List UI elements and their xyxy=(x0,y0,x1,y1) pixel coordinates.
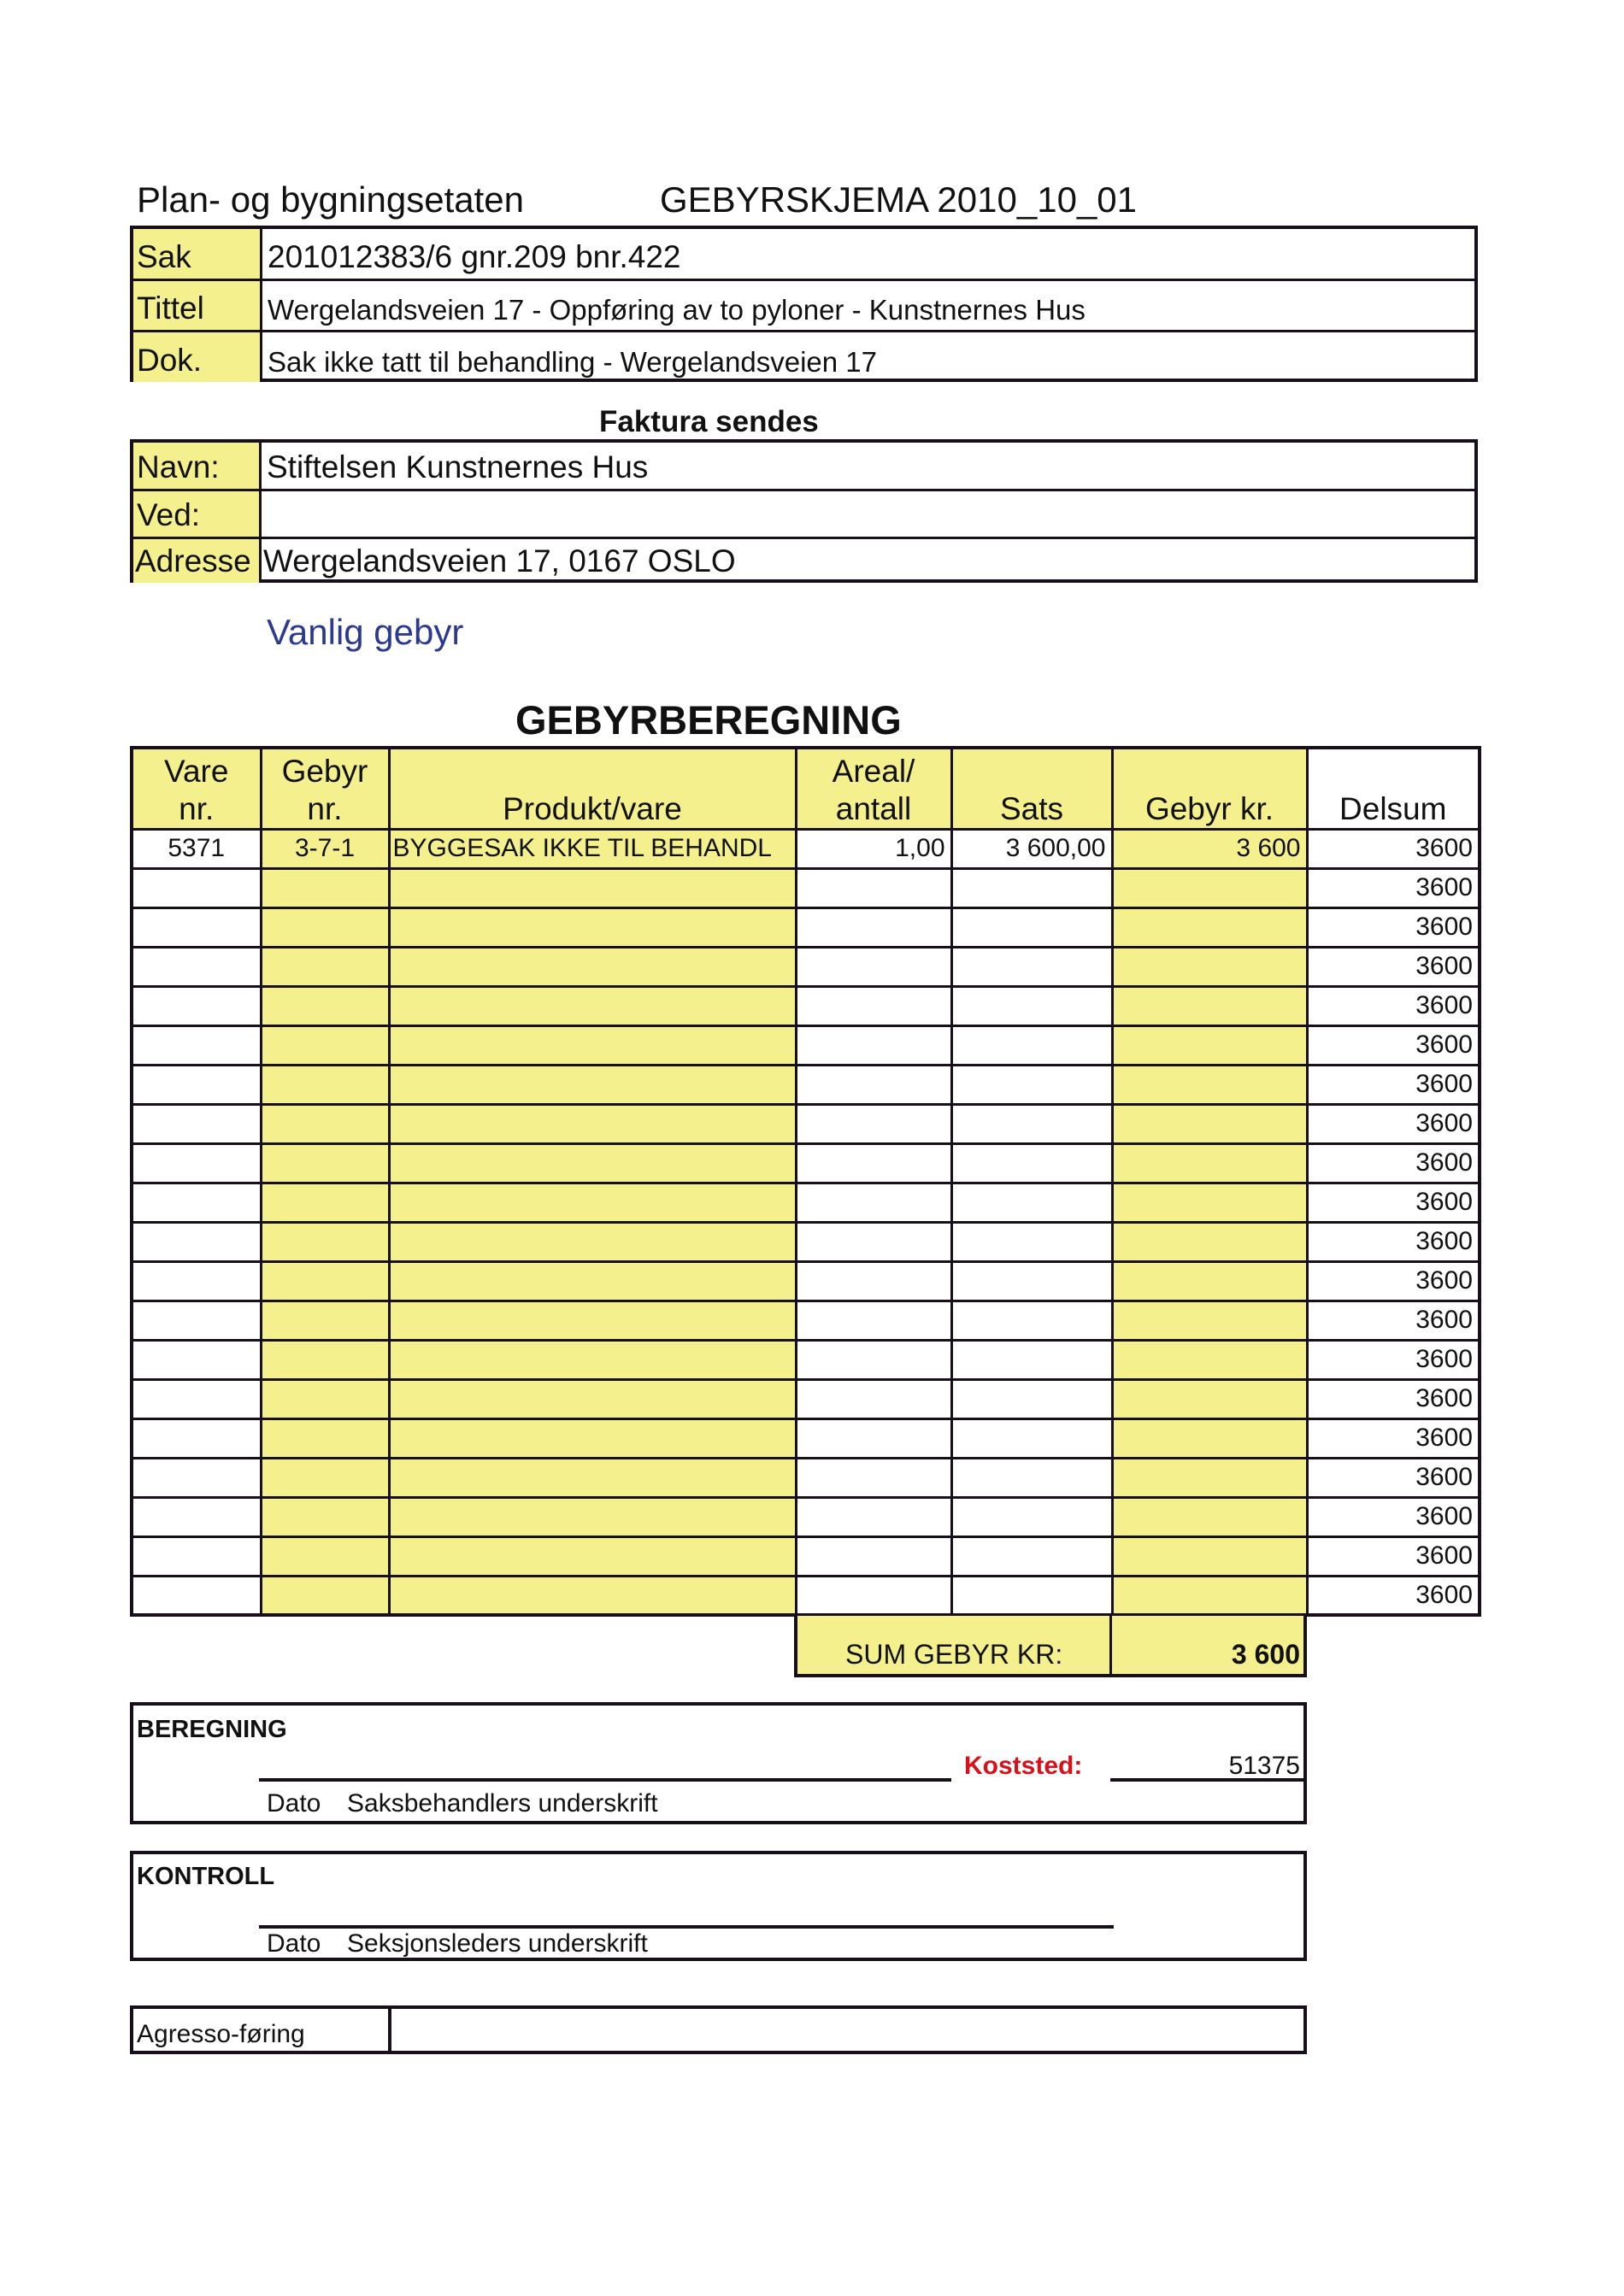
calculation-heading: GEBYRBEREGNING xyxy=(515,697,902,743)
sats-cell[interactable] xyxy=(951,1183,1112,1222)
invoice-value[interactable]: Stiftelsen Kunstnernes Hus xyxy=(267,449,649,484)
invoice-value[interactable]: Wergelandsveien 17, 0167 OSLO xyxy=(263,543,736,578)
agresso-label-cell xyxy=(133,2009,391,2051)
sats-cell[interactable] xyxy=(951,1458,1112,1497)
gebyr-nr-cell[interactable] xyxy=(261,1458,389,1497)
delsum-cell: 3600 xyxy=(1307,1222,1480,1261)
produkt-cell[interactable] xyxy=(389,1104,796,1143)
vare-nr-cell[interactable]: 5371 xyxy=(132,829,261,868)
gebyr-nr-cell[interactable] xyxy=(261,1261,389,1301)
vare-nr-cell[interactable] xyxy=(132,1025,261,1065)
table-header-row xyxy=(132,748,1480,829)
areal-cell[interactable] xyxy=(796,1379,951,1418)
table-row xyxy=(132,986,1480,1025)
table-row xyxy=(132,1576,1480,1615)
gebyr-nr-cell[interactable] xyxy=(261,986,389,1025)
kontroll-signature-line[interactable] xyxy=(259,1925,1114,1929)
sats-cell[interactable] xyxy=(951,1222,1112,1261)
gebyr-kr-cell[interactable] xyxy=(1112,986,1307,1025)
table-row xyxy=(132,907,1480,947)
case-row-tittel xyxy=(133,281,1474,332)
vare-nr-cell[interactable] xyxy=(132,1065,261,1104)
koststed-value[interactable]: 51375 xyxy=(1228,1752,1300,1780)
beregning-signature-label: Saksbehandlers underskrift xyxy=(347,1789,658,1817)
beregning-heading: BEREGNING xyxy=(137,1716,287,1743)
gebyr-kr-cell[interactable] xyxy=(1112,1379,1307,1418)
delsum-cell: 3600 xyxy=(1307,1497,1480,1536)
produkt-cell[interactable] xyxy=(389,986,796,1025)
fee-table-body xyxy=(132,829,1480,1615)
produkt-cell[interactable] xyxy=(389,1065,796,1104)
areal-cell[interactable] xyxy=(796,1458,951,1497)
sum-label-cell xyxy=(797,1616,1112,1674)
gebyr-kr-cell[interactable] xyxy=(1112,1340,1307,1379)
vare-nr-cell[interactable] xyxy=(132,1222,261,1261)
produkt-cell[interactable] xyxy=(389,1458,796,1497)
areal-cell[interactable] xyxy=(796,1497,951,1536)
table-row xyxy=(132,1536,1480,1576)
produkt-cell[interactable] xyxy=(389,1340,796,1379)
gebyr-kr-cell[interactable] xyxy=(1112,1418,1307,1458)
gebyr-kr-cell[interactable] xyxy=(1112,1301,1307,1340)
delsum-cell: 3600 xyxy=(1307,907,1480,947)
gebyr-kr-cell[interactable] xyxy=(1112,1025,1307,1065)
invoice-heading: Faktura sendes xyxy=(599,405,819,438)
invoice-row-ved xyxy=(133,491,1474,539)
table-row xyxy=(132,1418,1480,1458)
vare-nr-cell[interactable] xyxy=(132,986,261,1025)
produkt-cell[interactable] xyxy=(389,907,796,947)
sats-cell[interactable]: 3 600,00 xyxy=(951,829,1112,868)
gebyr-nr-cell[interactable]: 3-7-1 xyxy=(261,829,389,868)
areal-cell[interactable] xyxy=(796,1576,951,1615)
sats-cell[interactable] xyxy=(951,1497,1112,1536)
invoice-value[interactable] xyxy=(262,491,1474,537)
areal-cell[interactable] xyxy=(796,1065,951,1104)
table-row xyxy=(132,1301,1480,1340)
sum-value: 3 600 xyxy=(1231,1639,1300,1670)
sats-cell[interactable] xyxy=(951,907,1112,947)
gebyr-kr-cell[interactable] xyxy=(1112,1104,1307,1143)
case-row-sak xyxy=(133,229,1474,281)
produkt-cell[interactable]: BYGGESAK IKKE TIL BEHANDL xyxy=(389,829,796,868)
areal-cell[interactable] xyxy=(796,1104,951,1143)
vare-nr-cell[interactable] xyxy=(132,1183,261,1222)
delsum-cell: 3600 xyxy=(1307,1183,1480,1222)
produkt-cell[interactable] xyxy=(389,1025,796,1065)
gebyr-nr-cell[interactable] xyxy=(261,1340,389,1379)
sats-cell[interactable] xyxy=(951,1301,1112,1340)
gebyr-nr-cell[interactable] xyxy=(261,947,389,986)
gebyr-kr-cell[interactable] xyxy=(1112,868,1307,907)
gebyr-nr-cell[interactable] xyxy=(261,1104,389,1143)
produkt-cell[interactable] xyxy=(389,1418,796,1458)
areal-cell[interactable] xyxy=(796,907,951,947)
areal-cell[interactable] xyxy=(796,1536,951,1576)
gebyr-kr-cell[interactable]: 3 600 xyxy=(1112,829,1307,868)
gebyr-nr-cell[interactable] xyxy=(261,868,389,907)
produkt-cell[interactable] xyxy=(389,868,796,907)
delsum-cell: 3600 xyxy=(1307,1536,1480,1576)
produkt-cell[interactable] xyxy=(389,947,796,986)
produkt-cell[interactable] xyxy=(389,1143,796,1183)
delsum-cell: 3600 xyxy=(1307,1340,1480,1379)
produkt-cell[interactable] xyxy=(389,1261,796,1301)
case-label: Sak xyxy=(133,229,262,279)
column-header-delsum: Delsum xyxy=(1307,748,1480,829)
gebyr-nr-cell[interactable] xyxy=(261,1222,389,1261)
gebyr-kr-cell[interactable] xyxy=(1112,1261,1307,1301)
delsum-cell: 3600 xyxy=(1307,947,1480,986)
sats-cell[interactable] xyxy=(951,1340,1112,1379)
gebyr-kr-cell[interactable] xyxy=(1112,907,1307,947)
produkt-cell[interactable] xyxy=(389,1301,796,1340)
gebyr-nr-cell[interactable] xyxy=(261,1065,389,1104)
gebyr-nr-cell[interactable] xyxy=(261,1418,389,1458)
table-row xyxy=(132,1065,1480,1104)
kontroll-box xyxy=(130,1851,1307,1961)
vare-nr-cell[interactable] xyxy=(132,868,261,907)
sats-cell[interactable] xyxy=(951,1536,1112,1576)
table-row xyxy=(132,1497,1480,1536)
table-row xyxy=(132,1379,1480,1418)
gebyr-kr-cell[interactable] xyxy=(1112,1458,1307,1497)
gebyr-nr-cell[interactable] xyxy=(261,1536,389,1576)
invoice-row-navn xyxy=(133,443,1474,491)
invoice-row-adresse xyxy=(133,539,1474,583)
sats-cell[interactable] xyxy=(951,868,1112,907)
fee-type-label: Vanlig gebyr xyxy=(267,612,464,652)
case-value[interactable]: 201012383/6 gnr.209 bnr.422 xyxy=(268,239,681,274)
vare-nr-cell[interactable] xyxy=(132,1576,261,1615)
form-title: GEBYRSKJEMA 2010_10_01 xyxy=(660,179,1138,220)
koststed-label: Koststed: xyxy=(964,1752,1083,1780)
agresso-label: Agresso-føring xyxy=(137,2020,305,2048)
table-row xyxy=(132,1261,1480,1301)
gebyr-nr-cell[interactable] xyxy=(261,1025,389,1065)
gebyr-nr-cell[interactable] xyxy=(261,1183,389,1222)
vare-nr-cell[interactable] xyxy=(132,1143,261,1183)
gebyr-kr-cell[interactable] xyxy=(1112,947,1307,986)
delsum-cell: 3600 xyxy=(1307,1143,1480,1183)
delsum-cell: 3600 xyxy=(1307,1261,1480,1301)
produkt-cell[interactable] xyxy=(389,1183,796,1222)
case-row-dok xyxy=(133,332,1474,382)
vare-nr-cell[interactable] xyxy=(132,1301,261,1340)
column-header-sats: Sats xyxy=(951,748,1112,829)
beregning-signature-line[interactable] xyxy=(259,1778,951,1782)
delsum-cell: 3600 xyxy=(1307,986,1480,1025)
invoice-label: Adresse xyxy=(133,539,262,583)
gebyr-kr-cell[interactable] xyxy=(1112,1576,1307,1615)
kontroll-signature-label: Seksjonsleders underskrift xyxy=(347,1929,648,1958)
vare-nr-cell[interactable] xyxy=(132,1536,261,1576)
gebyr-kr-cell[interactable] xyxy=(1112,1143,1307,1183)
sats-cell[interactable] xyxy=(951,1418,1112,1458)
case-info-box xyxy=(130,226,1478,382)
sats-cell[interactable] xyxy=(951,1576,1112,1615)
case-label: Dok. xyxy=(133,332,262,382)
gebyr-nr-cell[interactable] xyxy=(261,1497,389,1536)
sats-cell[interactable] xyxy=(951,1065,1112,1104)
agresso-box xyxy=(130,2005,1307,2054)
gebyr-kr-cell[interactable] xyxy=(1112,1183,1307,1222)
table-row xyxy=(132,1143,1480,1183)
gebyr-kr-cell[interactable] xyxy=(1112,1536,1307,1576)
sats-cell[interactable] xyxy=(951,986,1112,1025)
gebyr-nr-cell[interactable] xyxy=(261,907,389,947)
delsum-cell: 3600 xyxy=(1307,1065,1480,1104)
sats-cell[interactable] xyxy=(951,1143,1112,1183)
areal-cell[interactable] xyxy=(796,1301,951,1340)
case-value[interactable]: Sak ikke tatt til behandling - Wergelandsveien 17 xyxy=(268,346,877,378)
gebyr-kr-cell[interactable] xyxy=(1112,1065,1307,1104)
produkt-cell[interactable] xyxy=(389,1536,796,1576)
areal-cell[interactable] xyxy=(796,1340,951,1379)
vare-nr-cell[interactable] xyxy=(132,907,261,947)
vare-nr-cell[interactable] xyxy=(132,1497,261,1536)
areal-cell[interactable] xyxy=(796,947,951,986)
column-header-gebyr-kr: Gebyr kr. xyxy=(1112,748,1307,829)
sats-cell[interactable] xyxy=(951,1379,1112,1418)
invoice-box xyxy=(130,439,1478,583)
vare-nr-cell[interactable] xyxy=(132,1104,261,1143)
gebyr-nr-cell[interactable] xyxy=(261,1143,389,1183)
sum-label: SUM GEBYR KR: xyxy=(845,1639,1063,1670)
invoice-label: Navn: xyxy=(133,443,262,489)
produkt-cell[interactable] xyxy=(389,1576,796,1615)
delsum-cell: 3600 xyxy=(1307,1301,1480,1340)
table-row xyxy=(132,829,1480,868)
table-row xyxy=(132,1183,1480,1222)
areal-cell[interactable] xyxy=(796,1418,951,1458)
department-title: Plan- og bygningsetaten xyxy=(137,179,524,220)
areal-cell[interactable] xyxy=(796,1143,951,1183)
delsum-cell: 3600 xyxy=(1307,1104,1480,1143)
table-row xyxy=(132,947,1480,986)
column-header-gebyr-nr: Gebyr nr. xyxy=(261,748,389,829)
vare-nr-cell[interactable] xyxy=(132,1418,261,1458)
column-header-vare-nr: Vare nr. xyxy=(132,748,261,829)
vare-nr-cell[interactable] xyxy=(132,1340,261,1379)
gebyr-nr-cell[interactable] xyxy=(261,1576,389,1615)
kontroll-heading: KONTROLL xyxy=(137,1863,275,1890)
table-row xyxy=(132,1025,1480,1065)
delsum-cell: 3600 xyxy=(1307,1418,1480,1458)
areal-cell[interactable] xyxy=(796,986,951,1025)
produkt-cell[interactable] xyxy=(389,1497,796,1536)
table-row xyxy=(132,1222,1480,1261)
kontroll-date-label: Dato xyxy=(267,1929,321,1958)
case-value[interactable]: Wergelandsveien 17 - Oppføring av to pyloner - Kunstnernes Hus xyxy=(268,294,1086,326)
vare-nr-cell[interactable] xyxy=(132,947,261,986)
table-row xyxy=(132,868,1480,907)
delsum-cell: 3600 xyxy=(1307,829,1480,868)
areal-cell[interactable]: 1,00 xyxy=(796,829,951,868)
areal-cell[interactable] xyxy=(796,868,951,907)
sum-box xyxy=(794,1616,1307,1677)
gebyr-kr-cell[interactable] xyxy=(1112,1222,1307,1261)
case-label: Tittel xyxy=(133,281,262,330)
table-row xyxy=(132,1340,1480,1379)
areal-cell[interactable] xyxy=(796,1183,951,1222)
produkt-cell[interactable] xyxy=(389,1222,796,1261)
table-row xyxy=(132,1104,1480,1143)
sats-cell[interactable] xyxy=(951,1261,1112,1301)
vare-nr-cell[interactable] xyxy=(132,1379,261,1418)
delsum-cell: 3600 xyxy=(1307,1458,1480,1497)
delsum-cell: 3600 xyxy=(1307,868,1480,907)
produkt-cell[interactable] xyxy=(389,1379,796,1418)
gebyr-nr-cell[interactable] xyxy=(261,1379,389,1418)
fee-table xyxy=(130,746,1481,1617)
gebyr-kr-cell[interactable] xyxy=(1112,1497,1307,1536)
delsum-cell: 3600 xyxy=(1307,1379,1480,1418)
vare-nr-cell[interactable] xyxy=(132,1458,261,1497)
beregning-date-label: Dato xyxy=(267,1789,321,1817)
invoice-label: Ved: xyxy=(133,491,262,537)
beregning-box xyxy=(130,1702,1307,1824)
column-header-produkt: Produkt/vare xyxy=(389,748,796,829)
column-header-areal: Areal/ antall xyxy=(796,748,951,829)
vare-nr-cell[interactable] xyxy=(132,1261,261,1301)
areal-cell[interactable] xyxy=(796,1222,951,1261)
sats-cell[interactable] xyxy=(951,1025,1112,1065)
table-row xyxy=(132,1458,1480,1497)
delsum-cell: 3600 xyxy=(1307,1025,1480,1065)
areal-cell[interactable] xyxy=(796,1025,951,1065)
gebyr-nr-cell[interactable] xyxy=(261,1301,389,1340)
areal-cell[interactable] xyxy=(796,1261,951,1301)
sats-cell[interactable] xyxy=(951,1104,1112,1143)
delsum-cell: 3600 xyxy=(1307,1576,1480,1615)
sats-cell[interactable] xyxy=(951,947,1112,986)
